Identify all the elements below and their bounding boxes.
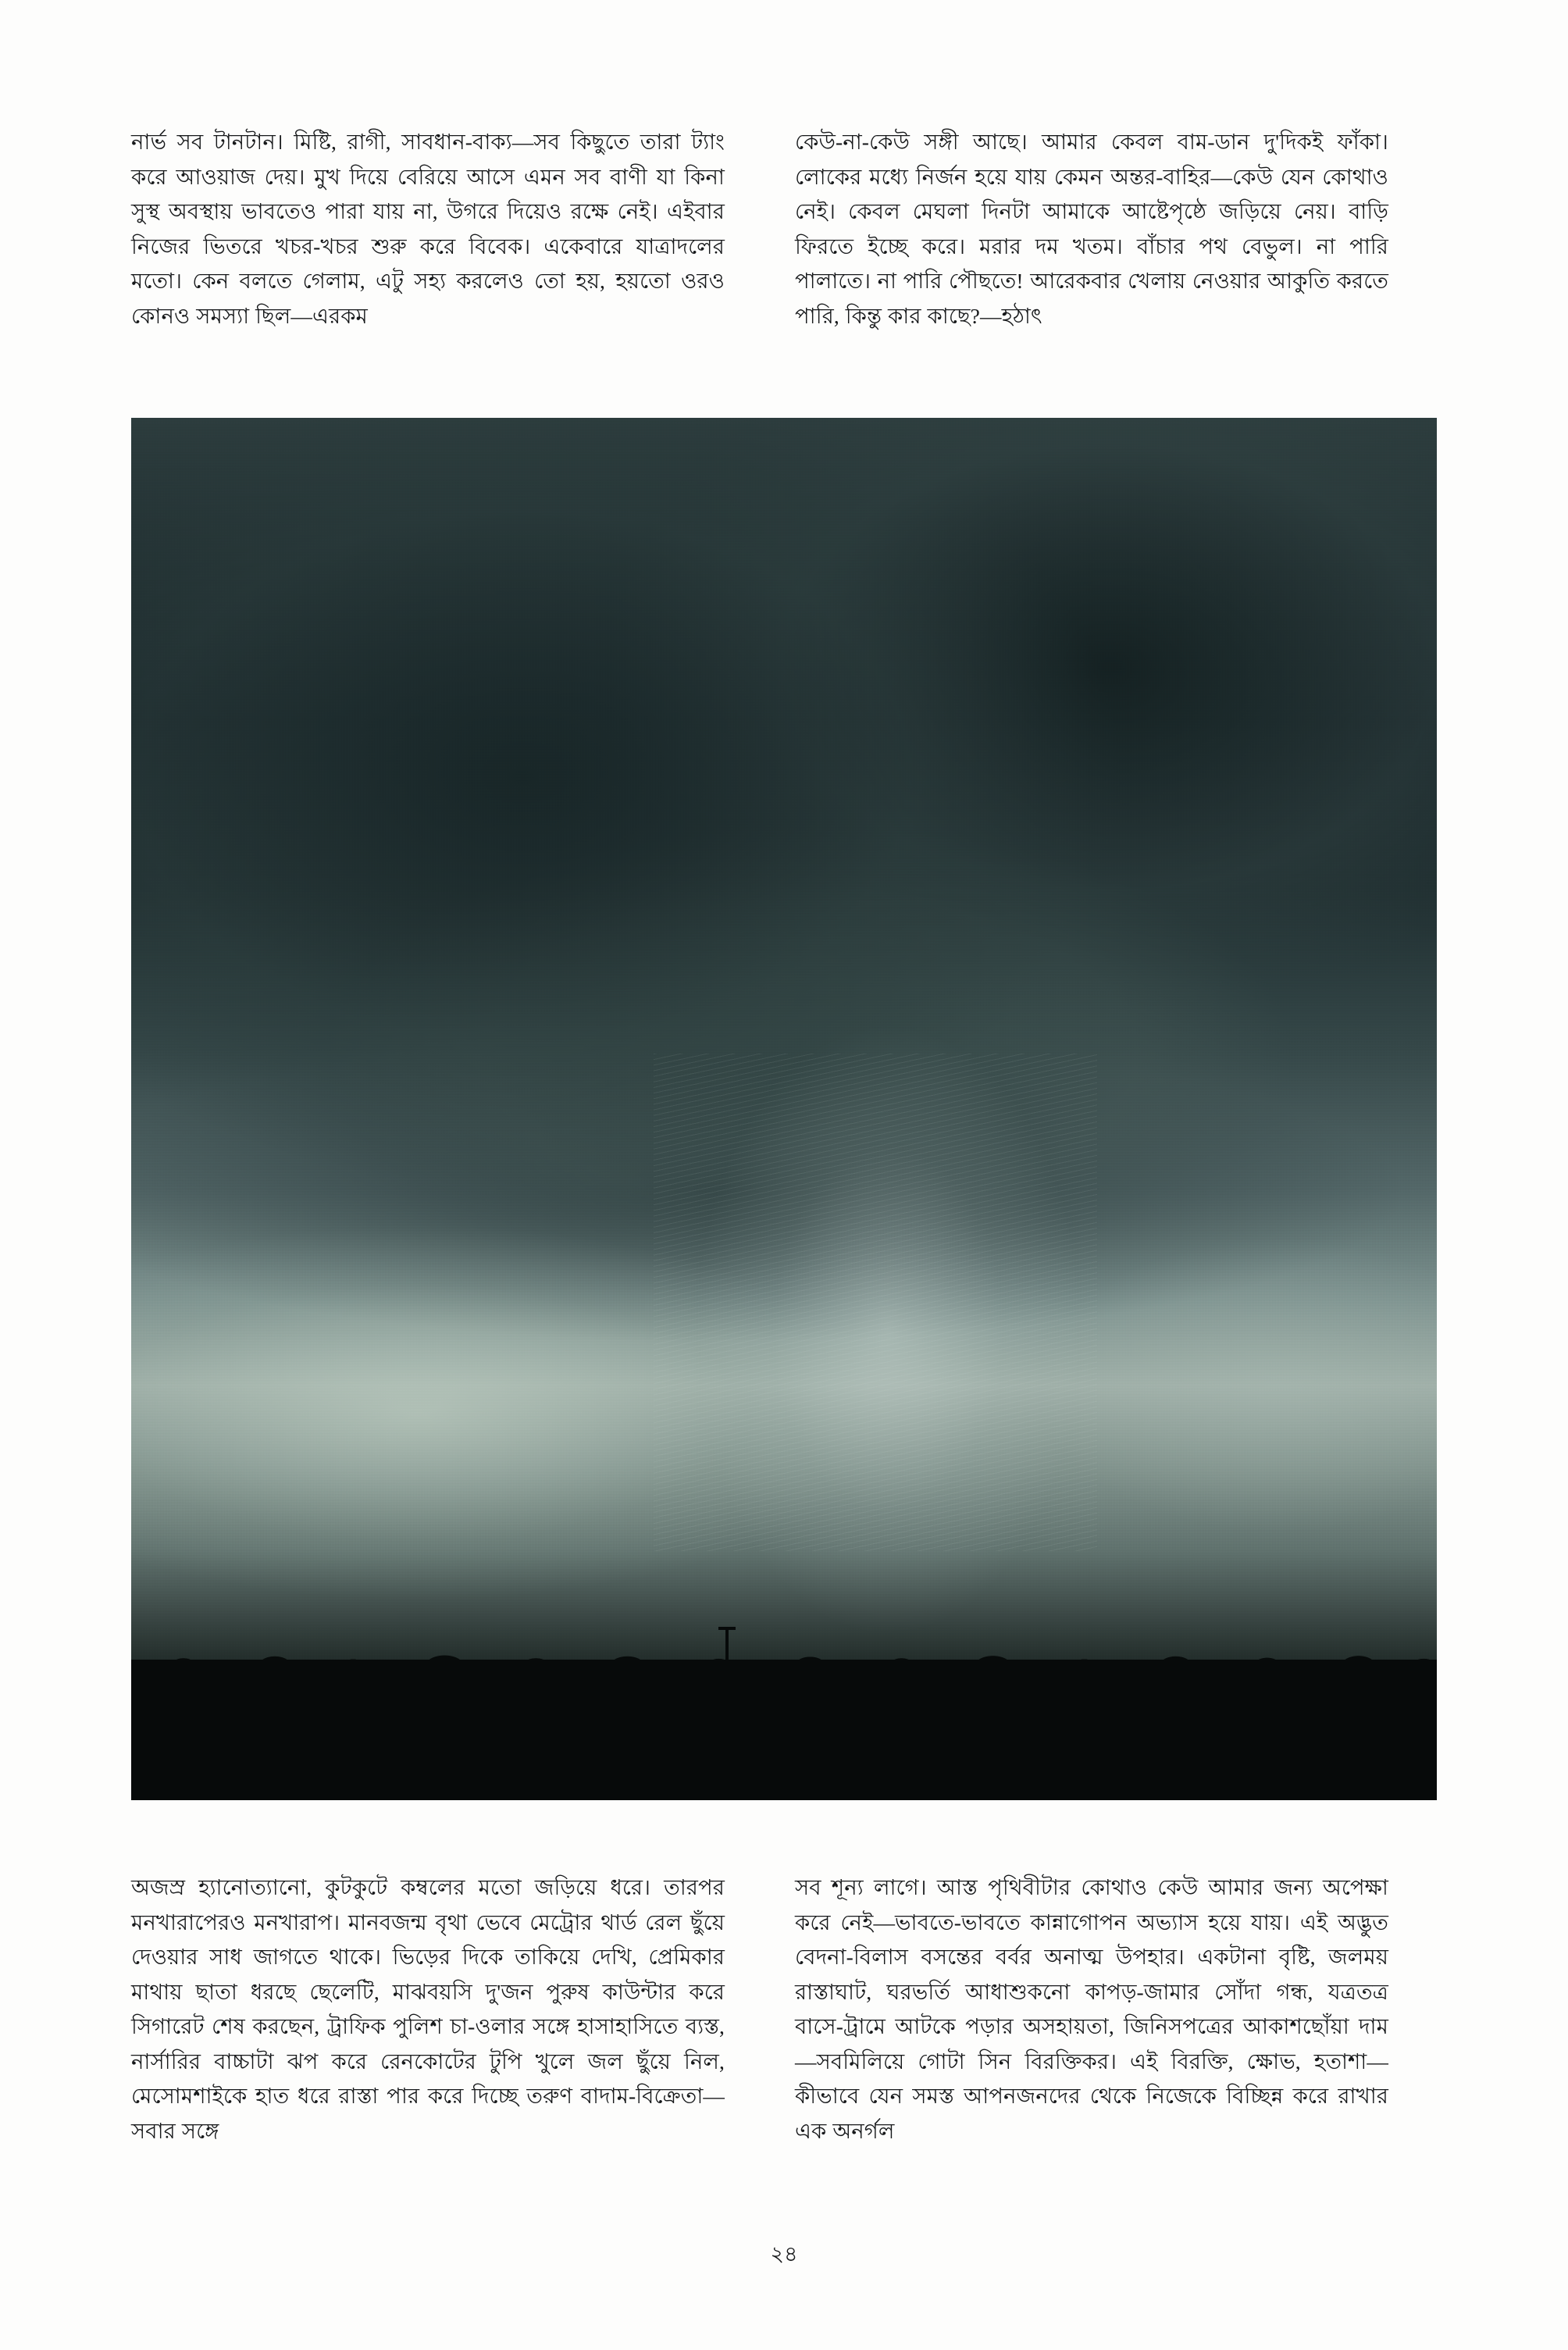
- bottom-right-column: [795, 1870, 1388, 2149]
- photo-sky: [131, 418, 1437, 1800]
- paragraph-bottom-left: অজস্র হ্যানোত্যানো, কুটকুটে কম্বলের মতো জড়িয়ে ধরে। তারপর মনখারাপেরও মনখারাপ। মানবজন্ম বৃথা ভেবে মেট্রোর থার্ড রেল ছুঁয়ে দেওয়ার সাধ জাগতে থাকে। ভিড়ের দিকে তাকিয়ে দেখি, প্রেমিকার মাথায় ছাতা ধরছে ছেলেটি, মাঝবয়সি দু'জন পুরুষ কাউন্টার করে সিগারেট শেষ করছেন, ট্রাফিক পুলিশ চা-ওলার সঙ্গে হাসাহাসিতে ব্যস্ত, নার্সারির বাচ্চাটা ঝপ করে রেনকোটের টুপি খুলে জল ছুঁয়ে নিল, মেসোমশাইকে হাত ধরে রাস্তা পার করে দিচ্ছে তরুণ বাদাম-বিক্রেতা—সবার সঙ্গে: [131, 1875, 725, 2143]
- bottom-text-block: [131, 1870, 1388, 2149]
- top-left-column: [131, 125, 725, 333]
- paragraph-bottom-right: সব শূন্য লাগে। আস্ত পৃথিবীটার কোথাও কেউ আমার জন্য অপেক্ষা করে নেই—ভাবতে-ভাবতে কান্নাগোপন অভ্যাস হয়ে যায়। এই অদ্ভুত বেদনা-বিলাস বসন্তের বর্বর অনাত্ম উপহার। একটানা বৃষ্টি, জলময় রাস্তাঘাট, ঘরভর্তি আধাশুকনো কাপড়-জামার সোঁদা গন্ধ, যত্রতত্র বাসে-ট্রামে আটকে পড়ার অসহায়তা, জিনিসপত্রের আকাশছোঁয়া দাম—সবমিলিয়ে গোটা সিন বিরক্তিকর। এই বিরক্তি, ক্ষোভ, হতাশা—কীভাবে যেন সমস্ত আপনজনদের থেকে নিজেকে বিচ্ছিন্ন করে রাখার এক অনর্গল: [795, 1875, 1388, 2143]
- bottom-left-column: [131, 1870, 725, 2149]
- page-number: ২৪: [770, 2242, 798, 2266]
- top-right-column: [795, 125, 1388, 333]
- paragraph-top-right: কেউ-না-কেউ সঙ্গী আছে। আমার কেবল বাম-ডান দু'দিকই ফাঁকা। লোকের মধ্যে নির্জন হয়ে যায় কেমন অন্তর-বাহির—কেউ যেন কোথাও নেই। কেবল মেঘলা দিনটা আমাকে আষ্টেপৃষ্ঠে জড়িয়ে নেয়। বাড়ি ফিরতে ইচ্ছে করে। মরার দম খতম। বাঁচার পথ বেভুল। না পারি পালাতে। না পারি পৌছতে! আরেকবার খেলায় নেওয়ার আকুতি করতে পারি, কিন্তু কার কাছে?—হঠাৎ: [795, 130, 1388, 328]
- top-text-block: [131, 125, 1388, 333]
- treeline-silhouette: [131, 1660, 1437, 1800]
- storm-photograph: [131, 418, 1437, 1800]
- paragraph-top-left: নার্ভ সব টানটান। মিষ্টি, রাগী, সাবধান-বাক্য—সব কিছুতে তারা ট্যাং করে আওয়াজ দেয়। মুখ দিয়ে বেরিয়ে আসে এমন সব বাণী যা কিনা সুস্থ অবস্থায় ভাবতেও পারা যায় না, উগরে দিয়েও রক্ষে নেই। এইবার নিজের ভিতরে খচর-খচর শুরু করে বিবেক। একেবারে যাত্রাদলের মতো। কেন বলতে গেলাম, এটু সহ্য করলেও তো হয়, হয়তো ওরও কোনও সমস্যা ছিল—এরকম: [131, 130, 725, 328]
